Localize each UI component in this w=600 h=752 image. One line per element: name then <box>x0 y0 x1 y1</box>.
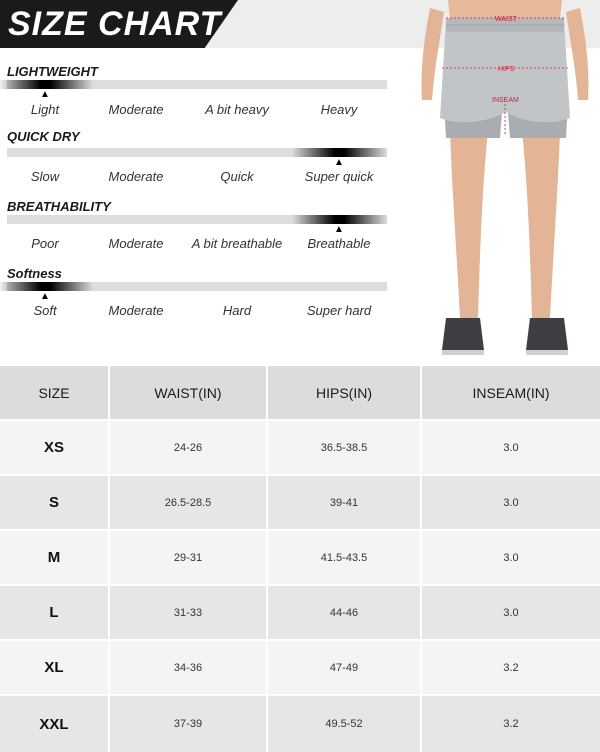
scale-level-highlight <box>292 148 387 157</box>
scale-marker-breathability: ▲ <box>334 224 344 235</box>
waist-measure-label: WAIST <box>495 16 517 23</box>
scale-label: Hard <box>222 303 252 318</box>
scale-track-softness <box>7 282 387 291</box>
table-cell-hips: 41.5-43.5 <box>268 531 420 584</box>
table-cell-inseam: 3.0 <box>422 421 600 474</box>
table-cell-size: S <box>0 476 108 529</box>
table-cell-hips: 36.5-38.5 <box>268 421 420 474</box>
scale-label: A bit breathable <box>191 236 283 251</box>
scale-label: Super quick <box>304 169 374 184</box>
scale-label: Moderate <box>108 303 164 318</box>
scale-level-highlight <box>0 282 93 291</box>
table-cell-waist: 29-31 <box>110 531 266 584</box>
table-cell-inseam: 3.0 <box>422 586 600 639</box>
scale-label: Super hard <box>306 303 372 318</box>
property-name-quick-dry: QUICK DRY <box>7 129 80 144</box>
table-cell-size: XXL <box>0 696 108 752</box>
table-header-inseam: INSEAM(IN) <box>422 366 600 419</box>
scale-label: Moderate <box>108 102 164 117</box>
table-header-waist: WAIST(IN) <box>110 366 266 419</box>
table-cell-waist: 26.5-28.5 <box>110 476 266 529</box>
scale-label: Poor <box>31 236 59 251</box>
table-cell-waist: 24-26 <box>110 421 266 474</box>
table-cell-inseam: 3.2 <box>422 696 600 752</box>
table-cell-inseam: 3.0 <box>422 531 600 584</box>
scale-label: Moderate <box>108 169 164 184</box>
scale-label: A bit heavy <box>205 102 269 117</box>
table-header-size: SIZE <box>0 366 108 419</box>
table-cell-size: L <box>0 586 108 639</box>
table-cell-inseam: 3.2 <box>422 641 600 694</box>
scale-marker-lightweight: ▲ <box>40 89 50 100</box>
scale-track-quick-dry <box>7 148 387 157</box>
page-title: SIZE CHART <box>8 5 222 43</box>
table-cell-size: XL <box>0 641 108 694</box>
hips-measure-label: HIPS <box>498 66 515 73</box>
scale-marker-quick-dry: ▲ <box>334 157 344 168</box>
table-cell-size: M <box>0 531 108 584</box>
table-cell-waist: 34-36 <box>110 641 266 694</box>
scale-label: Slow <box>30 169 60 184</box>
property-name-lightweight: LIGHTWEIGHT <box>7 64 98 79</box>
scale-label: Breathable <box>307 236 371 251</box>
scale-label: Moderate <box>108 236 164 251</box>
model-figure <box>410 0 600 365</box>
table-cell-hips: 49.5-52 <box>268 696 420 752</box>
scale-label: Soft <box>33 303 57 318</box>
table-cell-hips: 44-46 <box>268 586 420 639</box>
table-cell-waist: 37-39 <box>110 696 266 752</box>
table-cell-size: XS <box>0 421 108 474</box>
table-cell-waist: 31-33 <box>110 586 266 639</box>
scale-label: Heavy <box>320 102 358 117</box>
table-header-hips: HIPS(IN) <box>268 366 420 419</box>
scale-track-breathability <box>7 215 387 224</box>
property-name-softness: Softness <box>7 266 62 281</box>
scale-level-highlight <box>0 80 93 89</box>
table-cell-hips: 39-41 <box>268 476 420 529</box>
scale-label: Quick <box>220 169 254 184</box>
property-name-breathability: BREATHABILITY <box>7 199 111 214</box>
scale-level-highlight <box>292 215 387 224</box>
inseam-measure-label: INSEAM <box>492 97 519 104</box>
table-cell-hips: 47-49 <box>268 641 420 694</box>
scale-marker-softness: ▲ <box>40 291 50 302</box>
table-cell-inseam: 3.0 <box>422 476 600 529</box>
scale-track-lightweight <box>7 80 387 89</box>
scale-label: Light <box>30 102 60 117</box>
model-illustration <box>410 0 600 365</box>
size-table <box>0 366 600 752</box>
